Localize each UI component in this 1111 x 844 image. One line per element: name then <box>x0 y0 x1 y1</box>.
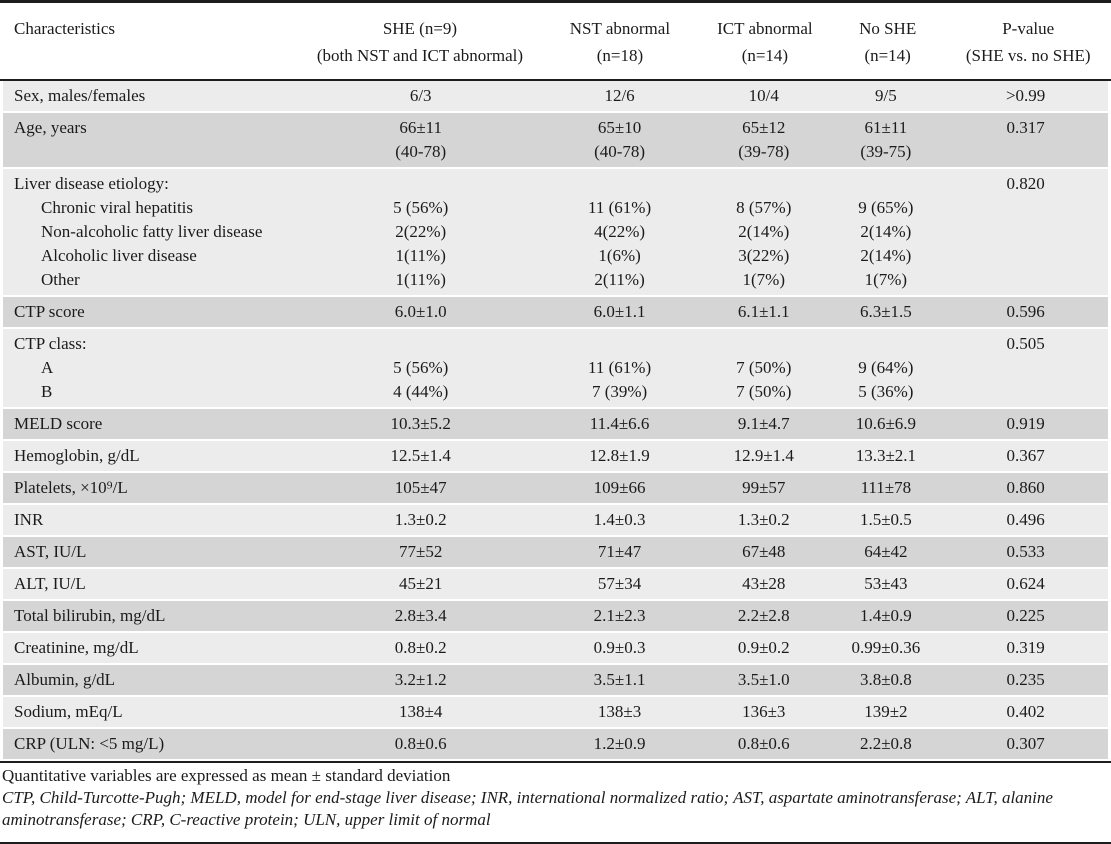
cell-pvalue: 0.820 <box>1006 174 1045 193</box>
row-label: A <box>41 358 54 377</box>
cell-pvalue <box>943 196 1108 220</box>
row-label: CTP class: <box>14 334 87 353</box>
cell-value: 66±11 <box>399 118 443 137</box>
cell-value <box>540 332 699 356</box>
cell-value: 2.8±3.4 <box>394 606 447 625</box>
cell-value: 138±3 <box>597 702 642 721</box>
row-label <box>3 140 301 164</box>
cell-value: 0.8±0.6 <box>394 734 447 753</box>
header-label: NST abnormal <box>569 19 671 38</box>
cell-value: 2.2±0.8 <box>859 734 912 753</box>
table-body <box>0 81 1111 759</box>
cell-value: 1.4±0.3 <box>593 510 646 529</box>
row-label: CRP (ULN: <5 mg/L) <box>14 734 165 753</box>
table-row <box>3 537 1108 567</box>
cell-value: 77±52 <box>399 542 443 561</box>
cell-pvalue: 0.505 <box>1006 334 1045 353</box>
cell-value: 1.2±0.9 <box>593 734 646 753</box>
row-label: Creatinine, mg/dL <box>14 638 139 657</box>
table-row-line <box>3 356 1108 380</box>
cell-value: 6.0±1.1 <box>593 302 646 321</box>
cell-value: 3.5±1.0 <box>737 670 790 689</box>
header-label-line2: (n=18) <box>596 46 644 65</box>
table-row <box>3 473 1108 503</box>
table-row <box>3 633 1108 663</box>
row-label: ALT, IU/L <box>14 574 86 593</box>
cell-value: 67±48 <box>742 542 786 561</box>
cell-value <box>540 172 699 196</box>
cell-pvalue: 0.307 <box>1006 734 1045 753</box>
cell-value: 64±42 <box>864 542 908 561</box>
cell-pvalue: 0.235 <box>1006 670 1045 689</box>
cell-value: 6.0±1.0 <box>394 302 447 321</box>
cell-value <box>699 332 828 356</box>
table-header <box>0 3 1111 79</box>
header-cell-pvalue <box>945 15 1111 69</box>
row-label: Other <box>41 270 80 289</box>
cell-value: 65±12 <box>742 118 786 137</box>
table-row-line <box>3 220 1108 244</box>
table-row-line <box>3 732 1108 756</box>
row-label: Platelets, ×10⁹/L <box>14 478 128 497</box>
cell-value: 43±28 <box>742 574 786 593</box>
cell-value: 57±34 <box>597 574 642 593</box>
row-label: CTP score <box>14 302 85 321</box>
cell-value: 2.2±2.8 <box>737 606 790 625</box>
footnote-abbreviations: CTP, Child-Turcotte-Pugh; MELD, model for end-stage liver disease; INR, international normalized ratio; AST, aspartate aminotransferase; ALT, alanine aminotransferase; CRP, C-reactive protein; ULN, upper limit of normal <box>2 788 1053 829</box>
row-label: Total bilirubin, mg/dL <box>14 606 166 625</box>
header-label: Characteristics <box>14 19 116 38</box>
table-row <box>3 169 1108 295</box>
cell-value: 45±21 <box>399 574 443 593</box>
cell-value: 1(7%) <box>864 270 908 289</box>
cell-value: 5 (36%) <box>858 382 914 401</box>
table-row-line <box>3 572 1108 596</box>
table-row-line <box>3 636 1108 660</box>
header-label-line2: (both NST and ICT abnormal) <box>316 46 524 65</box>
cell-value: (39-78) <box>738 142 790 161</box>
cell-pvalue <box>943 356 1108 380</box>
table-row-line <box>3 668 1108 692</box>
cell-value: 3(22%) <box>738 246 790 265</box>
header-label-line2 <box>14 42 300 69</box>
header-cell-characteristics <box>0 15 300 69</box>
cell-value: 2(14%) <box>860 222 912 241</box>
cell-value: 6.1±1.1 <box>737 302 790 321</box>
cell-value: 109±66 <box>593 478 646 497</box>
table-row <box>3 505 1108 535</box>
cell-pvalue: 0.402 <box>1006 702 1045 721</box>
table-row-line <box>3 268 1108 292</box>
cell-value: 10/4 <box>748 86 779 105</box>
cell-value: 11 (61%) <box>588 358 652 377</box>
table-row-line <box>3 700 1108 724</box>
header-label: ICT abnormal <box>717 19 813 38</box>
table-row-line <box>3 84 1108 108</box>
cell-pvalue <box>943 220 1108 244</box>
cell-value: 12/6 <box>604 86 635 105</box>
cell-value: 9.1±4.7 <box>737 414 790 433</box>
table-row-line <box>3 196 1108 220</box>
cell-value: 6.3±1.5 <box>859 302 912 321</box>
cell-value: 3.5±1.1 <box>593 670 646 689</box>
row-label: INR <box>14 510 44 529</box>
table-row-line <box>3 172 1108 196</box>
cell-value: 7 (50%) <box>736 358 792 377</box>
table-footnotes <box>0 763 1111 835</box>
cell-value: 1(6%) <box>598 246 641 265</box>
header-cell-ict-abnormal <box>700 15 830 69</box>
cell-value: 3.8±0.8 <box>859 670 912 689</box>
cell-pvalue <box>943 244 1108 268</box>
row-label: AST, IU/L <box>14 542 87 561</box>
cell-value <box>699 172 828 196</box>
table-row-line <box>3 380 1108 404</box>
cell-value: 3.2±1.2 <box>394 670 447 689</box>
cell-value: 1(7%) <box>742 270 785 289</box>
table-row <box>3 729 1108 759</box>
cell-value: 136±3 <box>742 702 786 721</box>
header-label-line2: (n=14) <box>864 46 911 65</box>
cell-value: 105±47 <box>394 478 447 497</box>
table-row <box>3 697 1108 727</box>
cell-value: 1.4±0.9 <box>859 606 912 625</box>
cell-pvalue: 0.624 <box>1006 574 1045 593</box>
cell-value <box>301 172 540 196</box>
cell-value: 138±4 <box>399 702 443 721</box>
cell-value: 9 (65%) <box>858 198 914 217</box>
cell-value: 10.3±5.2 <box>390 414 451 433</box>
cell-pvalue <box>943 380 1108 404</box>
cell-value: 65±10 <box>597 118 642 137</box>
cell-value: 4 (44%) <box>393 382 449 401</box>
cell-value: 13.3±2.1 <box>855 446 917 465</box>
cell-value: 11.4±6.6 <box>589 414 650 433</box>
cell-value: 1(11%) <box>395 270 446 289</box>
cell-value: 12.9±1.4 <box>733 446 794 465</box>
table-row-line <box>3 116 1108 140</box>
cell-pvalue: 0.225 <box>1006 606 1045 625</box>
row-label: Hemoglobin, g/dL <box>14 446 140 465</box>
cell-value: 2(11%) <box>594 270 645 289</box>
cell-value: 5 (56%) <box>393 358 449 377</box>
cell-value: 5 (56%) <box>393 198 449 217</box>
cell-value: 4(22%) <box>594 222 646 241</box>
header-label: No SHE <box>859 19 917 38</box>
table-row <box>3 665 1108 695</box>
cell-pvalue: 0.919 <box>1006 414 1045 433</box>
table-row <box>3 601 1108 631</box>
footnote-mean-sd: Quantitative variables are expressed as mean ± standard deviation <box>2 766 451 785</box>
row-label: B <box>41 382 53 401</box>
header-label: SHE (n=9) <box>382 19 458 38</box>
cell-value: 9 (64%) <box>858 358 914 377</box>
cell-value: 0.99±0.36 <box>851 638 921 657</box>
cell-value: (39-75) <box>860 142 912 161</box>
cell-pvalue: 0.317 <box>1006 118 1045 137</box>
cell-value: 139±2 <box>864 702 908 721</box>
cell-value: 8 (57%) <box>736 198 792 217</box>
cell-value: 2(14%) <box>738 222 790 241</box>
table-row-line <box>3 244 1108 268</box>
cell-value: 0.9±0.2 <box>737 638 790 657</box>
row-label: Liver disease etiology: <box>14 174 169 193</box>
table-row <box>3 569 1108 599</box>
row-label: Sex, males/females <box>14 86 146 105</box>
table-row-line <box>3 540 1108 564</box>
cell-pvalue: 0.496 <box>1006 510 1045 529</box>
cell-value: 7 (50%) <box>736 382 792 401</box>
header-cell-no-she <box>830 15 946 69</box>
cell-value: 2(14%) <box>860 246 912 265</box>
header-cell-nst-abnormal <box>540 15 700 69</box>
cell-value <box>301 332 540 356</box>
cell-pvalue <box>943 140 1108 164</box>
table-row <box>3 441 1108 471</box>
header-label: P-value <box>1002 19 1055 38</box>
cell-value <box>828 332 943 356</box>
table-row <box>3 113 1108 167</box>
cell-pvalue: 0.596 <box>1006 302 1045 321</box>
table-row-line <box>3 300 1108 324</box>
row-label: MELD score <box>14 414 103 433</box>
table-row-line <box>3 476 1108 500</box>
cell-pvalue: 0.860 <box>1006 478 1045 497</box>
cell-value: 2(22%) <box>395 222 447 241</box>
cell-value: 111±78 <box>860 478 912 497</box>
cell-pvalue: >0.99 <box>1005 86 1046 105</box>
header-label-line2: (SHE vs. no SHE) <box>965 46 1091 65</box>
cell-pvalue: 0.533 <box>1006 542 1045 561</box>
cell-value: 7 (39%) <box>591 382 648 401</box>
cell-value: 0.8±0.6 <box>737 734 790 753</box>
cell-pvalue: 0.367 <box>1006 446 1045 465</box>
table-row-line <box>3 604 1108 628</box>
cell-value: 1.5±0.5 <box>859 510 912 529</box>
row-label: Chronic viral hepatitis <box>41 198 194 217</box>
table-row-line <box>3 332 1108 356</box>
table-row <box>3 329 1108 407</box>
cell-value: 53±43 <box>864 574 908 593</box>
cell-value: 61±11 <box>864 118 908 137</box>
table-row-line <box>3 140 1108 164</box>
cell-value: 1.3±0.2 <box>394 510 447 529</box>
header-cell-she <box>300 15 540 69</box>
cell-pvalue <box>943 268 1108 292</box>
table-row-line <box>3 508 1108 532</box>
cell-value: 12.8±1.9 <box>589 446 650 465</box>
table-row <box>3 409 1108 439</box>
header-label-line2: (n=14) <box>741 46 789 65</box>
cell-value: 0.8±0.2 <box>394 638 447 657</box>
cell-value: 12.5±1.4 <box>390 446 451 465</box>
cell-value: (40-78) <box>395 142 447 161</box>
row-label: Albumin, g/dL <box>14 670 116 689</box>
cell-value <box>828 172 943 196</box>
cell-value: 2.1±2.3 <box>593 606 646 625</box>
cell-value: 6/3 <box>409 86 432 105</box>
row-label: Sodium, mEq/L <box>14 702 123 721</box>
cell-value: 10.6±6.9 <box>855 414 917 433</box>
table-row-line <box>3 444 1108 468</box>
cell-value: 99±57 <box>742 478 786 497</box>
table-row <box>3 297 1108 327</box>
cell-pvalue: 0.319 <box>1006 638 1045 657</box>
cell-value: 9/5 <box>874 86 897 105</box>
cell-value: 0.9±0.3 <box>593 638 646 657</box>
table-row-line <box>3 412 1108 436</box>
row-label: Age, years <box>14 118 87 137</box>
cell-value: 71±47 <box>597 542 642 561</box>
cell-value: (40-78) <box>594 142 646 161</box>
cell-value: 11 (61%) <box>588 198 652 217</box>
cell-value: 1(11%) <box>395 246 446 265</box>
row-label: Alcoholic liver disease <box>41 246 197 265</box>
table-row <box>3 81 1108 111</box>
row-label: Non-alcoholic fatty liver disease <box>41 222 263 241</box>
cell-value: 1.3±0.2 <box>737 510 790 529</box>
